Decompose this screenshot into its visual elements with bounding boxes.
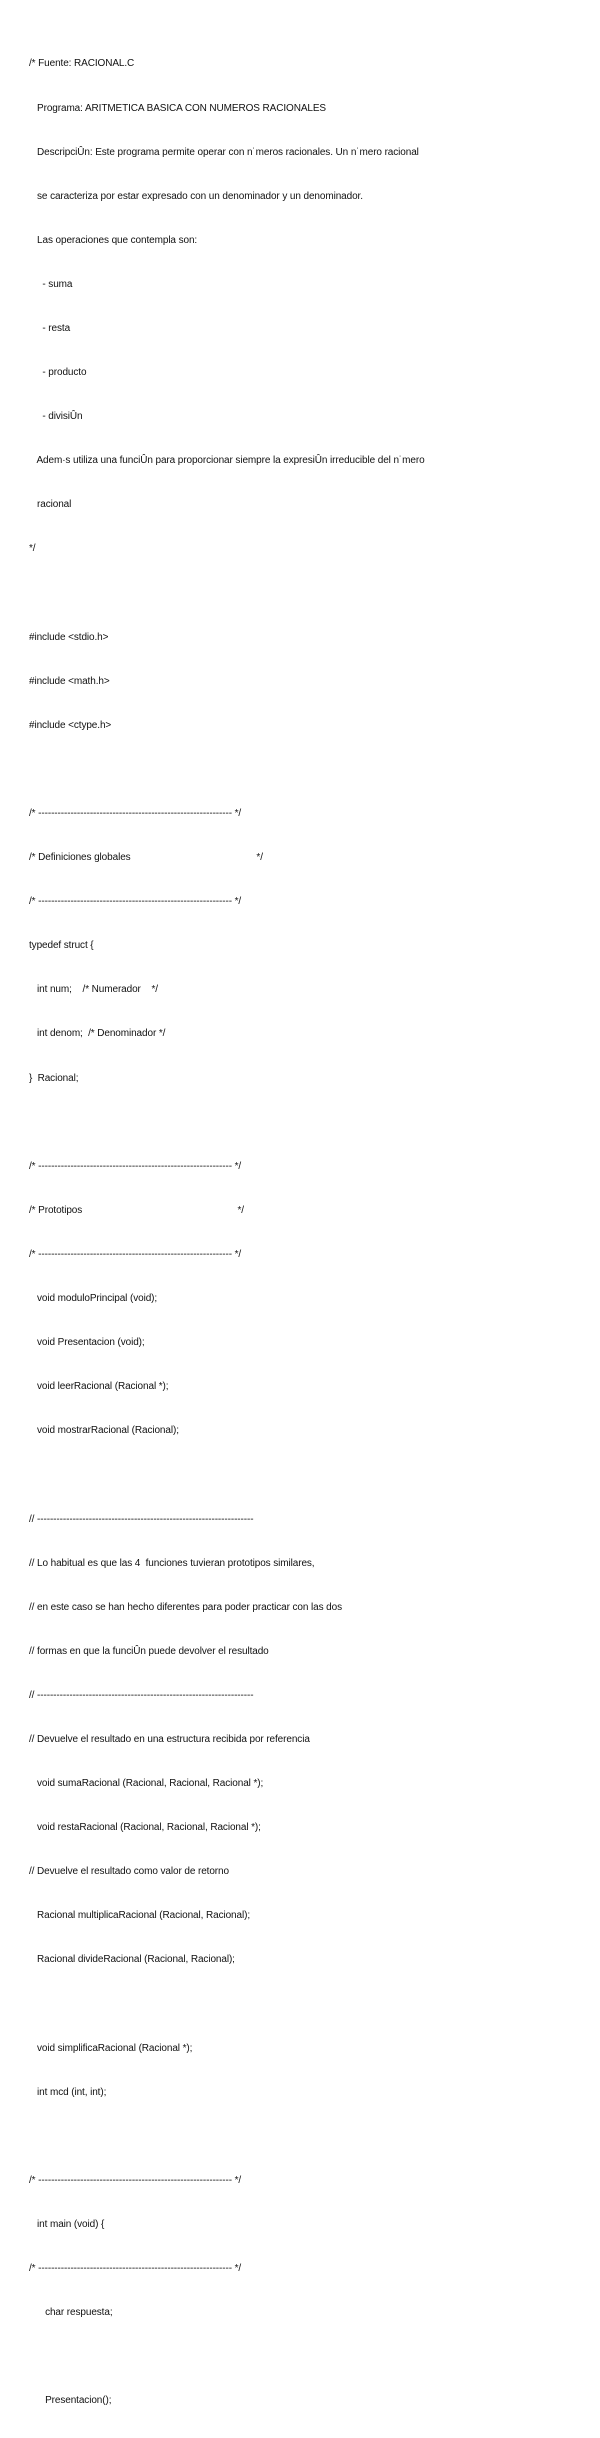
- code-line: /* ------------------------------------------------------------ */: [29, 2263, 242, 2275]
- code-line: /* ------------------------------------------------------------ */: [29, 1160, 242, 1172]
- code-line: [29, 587, 425, 602]
- code-line: int main (void) {: [29, 2219, 105, 2230]
- code-line: se caracteriza por estar expresado con un denominador y un denominador.: [29, 190, 363, 202]
- code-line: char respuesta;: [29, 2307, 113, 2319]
- code-line: int mcd (int, int);: [29, 2086, 107, 2098]
- code-line: [29, 2350, 425, 2365]
- code-line: /* ------------------------------------------------------------ */: [29, 2174, 242, 2186]
- code-line: Presentacion();: [29, 2395, 112, 2407]
- code-line: // Lo habitual es que las 4 funciones tuvieran prototipos similares,: [29, 1557, 315, 1569]
- code-line: // Devuelve el resultado en una estructura recibida por referencia: [29, 1733, 310, 1745]
- code-line: [29, 2130, 425, 2145]
- code-line: // formas en que la funciÛn puede devolver el resultado: [29, 1645, 269, 1657]
- code-line: - divisiÛn: [29, 411, 83, 423]
- code-line: racional: [29, 499, 72, 511]
- code-line: } Racional;: [29, 1072, 79, 1084]
- code-line: #include <ctype.h>: [29, 719, 112, 731]
- code-line: int num; /* Numerador */: [29, 984, 158, 996]
- code-line: void moduloPrincipal (void);: [29, 1293, 158, 1305]
- code-line: Adem·s utiliza una funciÛn para proporcionar siempre la expresiÛn irreducible del n˙mero: [29, 455, 425, 467]
- code-line: void restaRacional (Racional, Racional, Racional *);: [29, 1822, 261, 1834]
- code-line: void mostrarRacional (Racional);: [29, 1425, 179, 1437]
- code-line: Las operaciones que contempla son:: [29, 234, 198, 246]
- code-line: - resta: [29, 322, 71, 334]
- code-line: /* Prototipos */: [29, 1204, 244, 1216]
- code-line: - suma: [29, 278, 73, 290]
- code-line: void simplificaRacional (Racional *);: [29, 2042, 193, 2054]
- code-line: /* ------------------------------------------------------------ */: [29, 896, 242, 908]
- code-line: Racional divideRacional (Racional, Racional);: [29, 1954, 235, 1966]
- code-line: void Presentacion (void);: [29, 1337, 145, 1349]
- code-line: */: [29, 543, 36, 555]
- code-line: // en este caso se han hecho diferentes para poder practicar con las dos: [29, 1601, 342, 1613]
- code-line: // Devuelve el resultado como valor de retorno: [29, 1866, 229, 1878]
- code-line: /* ------------------------------------------------------------ */: [29, 808, 242, 819]
- code-line: /* ------------------------------------------------------------ */: [29, 1248, 242, 1260]
- code-line: // -------------------------------------------------------------------: [29, 1513, 254, 1525]
- code-line: [29, 763, 425, 778]
- source-code-listing: [29, 28, 425, 2438]
- code-line: void sumaRacional (Racional, Racional, Racional *);: [29, 1778, 264, 1790]
- code-line: DescripciÛn: Este programa permite operar con n˙meros racionales. Un n˙mero racional: [29, 146, 419, 158]
- code-line: #include <stdio.h>: [29, 631, 109, 643]
- code-line: [29, 1116, 425, 1131]
- code-line: - producto: [29, 367, 87, 379]
- code-line: Programa: ARITMETICA BASICA CON NUMEROS RACIONALES: [29, 102, 326, 114]
- code-line: int denom; /* Denominador */: [29, 1028, 166, 1040]
- code-line: #include <math.h>: [29, 675, 110, 687]
- code-line: void leerRacional (Racional *);: [29, 1381, 169, 1393]
- code-line: /* Definiciones globales */: [29, 852, 263, 864]
- code-line: [29, 1998, 425, 2013]
- code-line: // -------------------------------------------------------------------: [29, 1689, 254, 1701]
- code-line: [29, 1468, 425, 1483]
- code-line: Racional multiplicaRacional (Racional, Racional);: [29, 1910, 251, 1922]
- code-line: typedef struct {: [29, 940, 94, 952]
- code-line: /* Fuente: RACIONAL.C: [29, 58, 135, 70]
